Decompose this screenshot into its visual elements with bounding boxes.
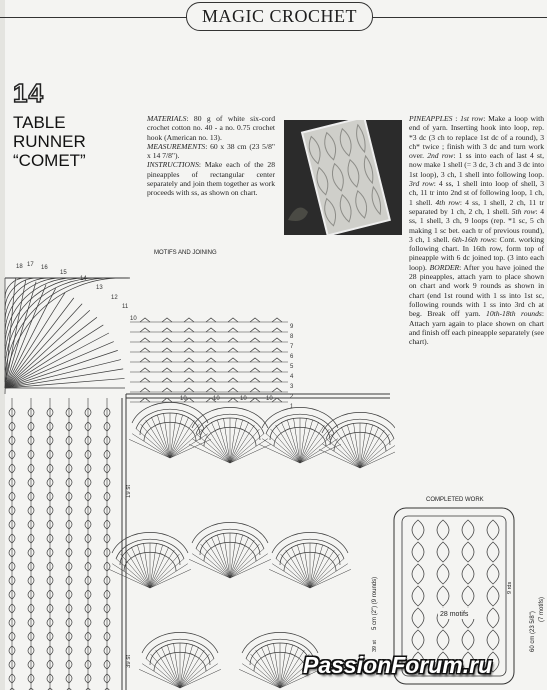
title-line-2: RUNNER — [13, 132, 86, 151]
chain-loop — [184, 318, 194, 322]
stitch-line — [136, 429, 170, 458]
rounds-label: 10th-18th rounds — [486, 309, 542, 319]
side-number-2: 2 — [290, 394, 294, 400]
motif-outline — [462, 586, 474, 606]
chain-loop — [184, 358, 194, 362]
motif-outline — [487, 608, 499, 628]
row-number-15: 15 — [60, 270, 67, 276]
chain-loop — [272, 318, 282, 322]
row3-label: 3rd row — [409, 179, 434, 189]
motifs-joining-label: MOTIFS AND JOINING — [154, 250, 217, 256]
stitch-line — [146, 659, 180, 688]
magazine-title: MAGIC CROCHET — [186, 2, 373, 31]
chain-loop — [250, 318, 260, 322]
chart-st-label: 19 st — [126, 484, 132, 498]
chain-loop — [162, 348, 172, 352]
chain-loop — [272, 378, 282, 382]
chain-loop — [250, 358, 260, 362]
chain-loop — [206, 328, 216, 332]
chain-loop — [250, 348, 260, 352]
chart-stitches — [5, 278, 395, 690]
motif-outline — [462, 520, 474, 540]
chain-loop — [228, 338, 238, 342]
side-number-5: 5 — [290, 364, 294, 370]
chain-loop — [272, 328, 282, 332]
row1-text: : Make a loop with end of yarn. Inserting hook into loop, rep. *3 dc (3 ch to replace 1st dc of a round), 3 ch* twice ; finish with 3 dc and turn work over. — [409, 114, 544, 161]
motif-outline — [412, 520, 424, 540]
stitch-line — [347, 425, 360, 468]
motif-outline — [462, 542, 474, 562]
side-rounds-label: 9 rds — [507, 581, 513, 594]
chain-loop — [250, 338, 260, 342]
stitch-line — [300, 420, 313, 463]
border-label: BORDER — [429, 262, 460, 272]
stitch-line — [217, 535, 230, 578]
stitch-line — [326, 439, 360, 468]
stitch-line — [230, 535, 243, 578]
stitch-line — [271, 429, 300, 463]
stitch-line — [360, 444, 395, 468]
stitch-line — [137, 545, 150, 588]
pineapples-label: PINEAPPLES — [409, 114, 453, 123]
stitch-line — [170, 415, 183, 458]
stitch-line — [5, 282, 36, 388]
stitch-line — [287, 420, 300, 463]
stitch-count-10a: 10 — [180, 396, 187, 402]
chain-loop — [272, 368, 282, 372]
chain-loop — [184, 368, 194, 372]
stitch-line — [230, 434, 264, 463]
stitch-line — [157, 415, 170, 458]
stitch-line — [246, 659, 280, 688]
border-text: : After you have joined the 28 pineapples, attach yarn to place shown on chart and work 9 rounds as shown in chart (end 1st round with 1 ss into 1st sc, following rounds with 1 ss into 3rd ch at beg. Break off yarn. — [409, 262, 544, 319]
chart-st-label-2: 39 st — [126, 654, 132, 668]
chain-loop — [250, 328, 260, 332]
row2-text: : 1 ss into each of last 4 st, now make 1 shell (= 3 dc, 3 ch and 3 dc into 1st loop), 3 ch, 1 shell into following loop. — [409, 151, 545, 179]
chain-loop — [228, 348, 238, 352]
runner-photo-image — [284, 120, 402, 235]
chain-loop — [250, 378, 260, 382]
row-number-17: 17 — [27, 262, 34, 268]
side-number-3: 3 — [290, 384, 294, 390]
row4-text: : 4 ss, 1 shell, 2 ch, 11 tr separated by 1 ch, 2 ch, 1 shell. — [409, 197, 544, 216]
stitch-line — [360, 449, 395, 468]
stitch-line — [196, 434, 230, 463]
chain-loop — [228, 318, 238, 322]
row2-label: 2nd row — [427, 151, 454, 161]
chain-loop — [206, 348, 216, 352]
pattern-title — [13, 113, 123, 170]
stitch-line — [297, 545, 310, 588]
motif-outline — [487, 630, 499, 650]
stitch-line — [201, 544, 230, 578]
row5-label: 5th row — [511, 206, 536, 216]
chain-loop — [250, 398, 260, 402]
motif-outline — [412, 630, 424, 650]
chain-loop — [228, 378, 238, 382]
stitch-line — [230, 420, 243, 463]
stitch-line — [230, 429, 259, 463]
stitch-line — [5, 342, 114, 388]
stitch-line — [280, 645, 293, 688]
motif-outline — [412, 586, 424, 606]
chain-loop — [228, 358, 238, 362]
chain-loop — [140, 338, 150, 342]
row3-text: : 4 ss, 1 shell into loop of shell, 3 ch, 11 tr into 2nd st of following loop, 1 ch, 1 shell. — [409, 179, 545, 207]
stitch-count-10c: 10 — [240, 396, 247, 402]
chain-loop — [272, 338, 282, 342]
chain-loop — [206, 368, 216, 372]
stitch-line — [5, 288, 56, 388]
side-number-7: 7 — [290, 344, 294, 350]
chain-loop — [228, 398, 238, 402]
chain-loop — [228, 328, 238, 332]
chain-loop — [184, 388, 194, 392]
stitch-line — [360, 439, 394, 468]
chain-loop — [184, 348, 194, 352]
chain-loop — [162, 388, 172, 392]
motif-outline — [487, 520, 499, 540]
chain-loop — [184, 338, 194, 342]
completed-work-label: COMPLETED WORK — [426, 497, 484, 503]
row-number-10: 10 — [130, 316, 137, 322]
width-right-label: 60 cm (23 5/8") — [530, 611, 536, 652]
measurements-text: : 60 x 38 cm (23 5/8" x 14 7/8"). — [147, 141, 275, 161]
stitch-line — [151, 654, 180, 688]
materials-label: MATERIALS — [147, 114, 187, 123]
chain-loop — [140, 318, 150, 322]
motifs-count-label: 28 motifs — [440, 611, 469, 618]
chain-loop — [162, 328, 172, 332]
row4-label: 4th row — [435, 197, 460, 207]
motif-outline — [437, 542, 449, 562]
stitch-line — [180, 659, 214, 688]
stitch-line — [310, 545, 323, 588]
passionforum-watermark: PassionForum.ru — [303, 652, 493, 678]
chain-loop — [140, 328, 150, 332]
chain-loop — [206, 318, 216, 322]
motif-outline — [437, 586, 449, 606]
chain-loop — [206, 388, 216, 392]
chain-loop — [228, 388, 238, 392]
side-number-4: 4 — [290, 374, 294, 380]
chain-loop — [140, 398, 150, 402]
title-line-1: TABLE — [13, 113, 66, 132]
rounds-text: : Attach yarn again to place shown on chart and finish off each pineapple separately (see chart). — [409, 309, 544, 347]
side-number-8: 8 — [290, 334, 294, 340]
side-number-1: 1 — [290, 404, 294, 410]
motif-outline — [412, 608, 424, 628]
materials-text: : 80 g of white six-cord crochet cotton no. 40 - a no. 0.75 crochet hook (American no. 13). — [147, 114, 275, 142]
stitch-line — [360, 434, 389, 468]
row5-text: : 4 ss, 1 shell, 3 ch, 9 loops (rep. *1 sc, 5 ch making 1 sc bet. each tr of previous round), 3 ch, 1 shell. — [409, 206, 545, 244]
stitch-line — [267, 645, 280, 688]
row-number-14: 14 — [80, 276, 87, 282]
row6-label: 6th-16th rows — [452, 234, 495, 244]
motif-outline — [462, 630, 474, 650]
chain-loop — [162, 338, 172, 342]
chain-loop — [250, 368, 260, 372]
row-number-18: 18 — [16, 264, 23, 270]
instructions-text: : Make each of the 28 pineapples of rectangular center separately and join them together as work proceeds with ss, as shown on chart. — [147, 160, 275, 198]
chain-loop — [184, 328, 194, 332]
motif-outline — [487, 564, 499, 584]
chain-loop — [140, 348, 150, 352]
chain-loop — [162, 398, 172, 402]
stitch-count-10d: 10 — [266, 396, 273, 402]
row-number-16: 16 — [41, 265, 48, 271]
chain-loop — [206, 378, 216, 382]
chain-loop — [206, 338, 216, 342]
row6-text: : Cont. working following chart. In 16th row, form top of pineapple with 6 dc joined top. (3 into each loop). — [409, 234, 544, 272]
stitch-line — [121, 554, 150, 588]
stitch-line — [116, 559, 150, 588]
title-line-3: “COMET” — [13, 151, 86, 170]
motif-outline — [487, 586, 499, 606]
stitch-line — [150, 545, 163, 588]
motif-outline — [437, 564, 449, 584]
chain-loop — [272, 358, 282, 362]
stitch-line — [180, 645, 193, 688]
runner-photo — [284, 120, 402, 235]
stitch-line — [217, 420, 230, 463]
stitch-line — [5, 278, 15, 388]
stitch-count-10b: 10 — [213, 396, 220, 402]
chain-loop — [162, 368, 172, 372]
chain-loop — [162, 358, 172, 362]
stitch-line — [300, 429, 329, 463]
motif-outline — [412, 564, 424, 584]
width-left-label: 5 cm (2") (9 rounds) — [372, 576, 378, 630]
bottom-st-label: 39 st — [372, 640, 378, 652]
motif-outline — [437, 630, 449, 650]
chain-loop — [272, 398, 282, 402]
measurements-label: MEASUREMENTS — [147, 141, 206, 151]
motif-outline — [412, 542, 424, 562]
row-number-12: 12 — [111, 295, 118, 301]
chain-loop — [140, 378, 150, 382]
stitch-line — [196, 549, 230, 578]
pineapples-instructions: PINEAPPLES : 1st row: Make a loop with end of yarn. Inserting hook into loop, rep. *3 dc (3 ch to replace 1st dc of a round), 3 ch* twice ; finish with 3 dc and turn work over. 2nd row: 1 ss into each of last 4 st, now make 1 shell (= 3 dc, 3 ch and 3 dc into 1st loop), 3 ch, 1 shell into following loop. 3rd row: 4 ss, 1 shell into loop of shell, 3 ch, 11 tr into 2nd st of following loop, 1 ch, 1 shell. 4th row: 4 ss, 1 shell, 2 ch, 11 tr separated by 1 ch, 2 ch, 1 shell. 5th row: 4 ss, 1 shell, 3 ch, 9 loops (rep. *1 sc, 5 ch making 1 sc bet. each tr of previous round), 3 ch, 1 shell. 6th-16th rows: Cont. working following chart. In 16th row, form top of pineapple with 6 dc joined top. (3 into each loop). BORDER: After you have joined the 28 pineapples, attach yarn to place shown on chart and work 9 rounds as shown in chart (end 1st round with 1 ss into 1st sc, following rounds with 1 ss into 3rd ch at beg. Break off yarn. 10th-18th rounds: Attach yarn again to place shown on chart and finish off each pineapple separately (see chart). — [409, 114, 545, 347]
chain-loop — [140, 368, 150, 372]
stitch-line — [5, 378, 125, 388]
stitch-line — [167, 645, 180, 688]
stitch-line — [180, 654, 209, 688]
motif-outline — [487, 542, 499, 562]
chart-labels — [16, 262, 294, 668]
chain-loop — [206, 358, 216, 362]
stitch-line — [141, 424, 170, 458]
crochet-chart — [0, 258, 395, 690]
chain-loop — [162, 318, 172, 322]
row1-label: 1st row — [460, 114, 484, 123]
stitch-line — [276, 559, 310, 588]
chain-loop — [272, 348, 282, 352]
stitch-line — [230, 549, 264, 578]
chain-loop — [5, 278, 97, 370]
stitch-line — [5, 360, 121, 388]
stitch-line — [310, 554, 339, 588]
stitch-line — [281, 554, 310, 588]
stitch-line — [251, 654, 280, 688]
chain-loop — [162, 378, 172, 382]
motif-grid — [412, 520, 499, 672]
stitch-line — [230, 544, 259, 578]
stitch-line — [170, 424, 199, 458]
side-number-6: 6 — [290, 354, 294, 360]
stitch-line — [266, 434, 300, 463]
stitch-line — [360, 425, 373, 468]
row-number-11: 11 — [122, 304, 129, 310]
chain-loop — [228, 368, 238, 372]
chain-loop — [140, 388, 150, 392]
materials-column — [147, 114, 275, 198]
motifs-per-side-label: (7 motifs) — [539, 596, 545, 622]
stitch-line — [201, 429, 230, 463]
side-number-9: 9 — [290, 324, 294, 330]
pattern-number: 14 — [13, 78, 44, 108]
row-number-13: 13 — [96, 285, 103, 291]
stitch-line — [310, 559, 344, 588]
chain-loop — [184, 378, 194, 382]
chain-loop — [250, 388, 260, 392]
instructions-label: INSTRUCTIONS — [147, 160, 199, 170]
motif-outline — [462, 564, 474, 584]
stitch-line — [331, 434, 360, 468]
stitch-line — [150, 554, 179, 588]
chain-loop — [140, 358, 150, 362]
chain-loop — [272, 388, 282, 392]
stitch-line — [150, 559, 184, 588]
motif-outline — [437, 520, 449, 540]
